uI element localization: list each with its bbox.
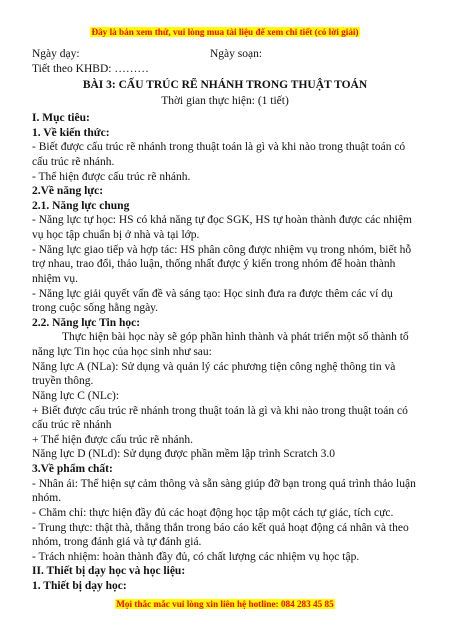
text-line: + Biết được cấu trúc rẽ nhánh trong thuật toán là gì và khi nào trong thuật toán có xyxy=(32,405,408,417)
preview-banner-text: Đây là bản xem thử, vui lòng mua tài liệu để xem chi tiết (có lời giải) xyxy=(91,27,359,37)
section-heading: II. Thiết bị dạy học và học liệu: xyxy=(32,565,186,577)
text-line: + Thể hiện được cấu trúc rẽ nhánh. xyxy=(32,434,193,446)
text-line: nhóm. xyxy=(32,492,62,504)
lesson-time: Thời gian thực hiện: (1 tiết) xyxy=(161,95,289,107)
text-line: vụ học tập chuẩn bị ở nhà và tại lớp. xyxy=(32,229,200,241)
text-line: - Năng lực tự học: HS có khả năng tự đọc SGK, HS tự hoàn thành được các nhiệm xyxy=(32,214,412,226)
text-line: cấu trúc rẽ nhánh xyxy=(32,419,112,431)
subsection-heading: 2.1. Năng lực chung xyxy=(32,200,130,212)
subsection-heading: 2.Về năng lực: xyxy=(32,185,104,197)
text-line: nhóm, trong đánh giá và tự đánh giá. xyxy=(32,536,202,548)
text-line: - Chăm chỉ: thực hiện đầy đủ các hoạt động học tập một cách tự giác, tích cực. xyxy=(32,507,394,519)
subsection-heading: 1. Thiết bị dạy học: xyxy=(32,580,127,592)
text-line: - Năng lực giao tiếp và hợp tác: HS phân công được nhiệm vụ trong nhóm, biết hỗ xyxy=(32,244,412,256)
lesson-title: BÀI 3: CẤU TRÚC RẼ NHÁNH TRONG THUẬT TOÁN xyxy=(82,79,368,91)
text-line: năng lực Tin học của học sinh như sau: xyxy=(32,346,212,358)
text-line: - Thể hiện được cấu trúc rẽ nhánh. xyxy=(32,171,191,183)
subsection-heading: 2.2. Năng lực Tin học: xyxy=(32,317,141,329)
text-line: - Trung thực: thật thà, thẳng thắn trong báo cáo kết quả hoạt động cá nhân và theo xyxy=(32,522,409,534)
hotline-banner xyxy=(0,599,450,609)
text-line: trợ nhau, trao đổi, thảo luận, thống nhất được ý kiến trong nhóm để hoàn thành xyxy=(32,258,396,270)
text-line: Năng lực A (NLa): Sử dụng và quản lý các phương tiện công nghệ thông tin và xyxy=(32,361,396,373)
text-line: cấu trúc rẽ nhánh. xyxy=(32,156,115,168)
text-line: Thực hiện bài học này sẽ góp phần hình thành và phát triển một số thành tố xyxy=(62,331,409,343)
subsection-heading: 3.Về phẩm chất: xyxy=(32,463,113,475)
ngay-day-label: Ngày dạy: xyxy=(32,48,80,60)
text-line: - Trách nhiệm: hoàn thành đầy đủ, có chất lượng các nhiệm vụ học tập. xyxy=(32,551,360,563)
text-line: Năng lực D (NLd): Sử dụng được phần mềm lập trình Scratch 3.0 xyxy=(32,448,335,460)
ngay-soan-label: Ngày soạn: xyxy=(210,48,263,60)
subsection-heading: 1. Về kiến thức: xyxy=(32,127,110,139)
text-line: trong cuộc sống hằng ngày. xyxy=(32,302,159,314)
section-heading: I. Mục tiêu: xyxy=(32,112,90,124)
text-line: Năng lực C (NLc): xyxy=(32,390,120,402)
text-line: - Năng lực giải quyết vấn đề và sáng tạo: Học sinh đưa ra được thêm các ví dụ xyxy=(32,288,393,300)
hotline-banner-text: Mọi thắc mắc vui lòng xin liên hệ hotline: 084 283 45 85 xyxy=(116,599,334,609)
text-line: - Biết được cấu trúc rẽ nhánh trong thuật toán là gì và khi nào trong thuật toán có xyxy=(32,141,406,153)
tiet-label: Tiết theo KHBD: ……… xyxy=(32,63,149,75)
text-line: truyền thông. xyxy=(32,375,94,387)
text-line: - Nhân ái: Thể hiện sự cảm thông và sẵn sàng giúp đỡ bạn trong quá trình thảo luận xyxy=(32,478,416,490)
preview-banner xyxy=(0,27,450,37)
text-line: nhiệm vụ. xyxy=(32,273,78,285)
